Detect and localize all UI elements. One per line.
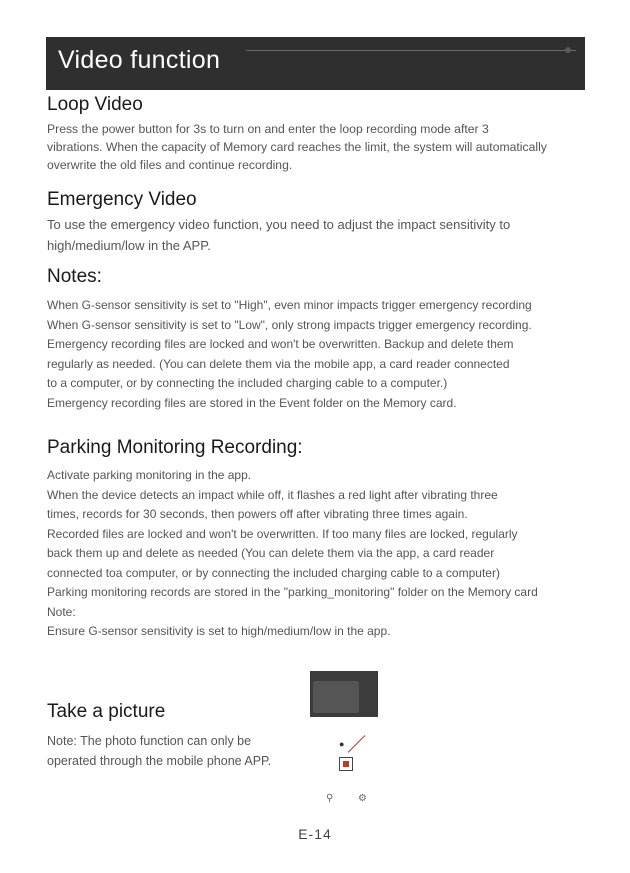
- text-line: Note:: [47, 604, 76, 619]
- text-line: Parking monitoring records are stored in the "parking_monitoring" folder on the Memory card: [47, 585, 538, 599]
- live-preview-image: [313, 681, 359, 713]
- banner-dot-icon: [565, 47, 571, 53]
- app-preview-screenshot: [310, 671, 378, 717]
- shutter-red-dot: [343, 761, 349, 767]
- shutter-button-icon: [339, 757, 353, 771]
- take-picture-body: [47, 731, 307, 771]
- callout-pointer: [348, 735, 366, 753]
- text-line: high/medium/low in the APP.: [47, 238, 211, 253]
- text-line: vibrations. When the capacity of Memory card reaches the limit, the system will automatically: [47, 140, 547, 154]
- text-line: Emergency recording files are locked and won't be overwritten. Backup and delete them: [47, 337, 514, 351]
- search-icon: ⚲: [326, 793, 334, 804]
- text-line: To use the emergency video function, you need to adjust the impact sensitivity to: [47, 217, 511, 232]
- section-banner: [46, 37, 585, 90]
- parking-body: [47, 466, 592, 642]
- text-line: Note: The photo function can only be: [47, 734, 252, 748]
- text-line: When the device detects an impact while off, it flashes a red light after vibrating three: [47, 487, 498, 502]
- text-line: operated through the mobile phone APP.: [47, 754, 272, 768]
- notes-body: [47, 296, 592, 413]
- parking-heading: Parking Monitoring Recording:: [47, 437, 303, 458]
- settings-icon: ⚙: [358, 793, 367, 804]
- emergency-video-heading: Emergency Video: [47, 189, 197, 210]
- loop-video-heading: Loop Video: [47, 94, 143, 115]
- text-line: When G-sensor sensitivity is set to "High", even minor impacts trigger emergency recording: [47, 298, 532, 312]
- banner-title: Video function: [58, 46, 221, 74]
- loop-video-body: [47, 120, 592, 174]
- text-line: to a computer, or by connecting the included charging cable to a computer.): [47, 376, 448, 390]
- text-line: regularly as needed. (You can delete them via the mobile app, a card reader connected: [47, 356, 510, 371]
- banner-divider: [246, 50, 576, 51]
- app-screen-statusbar: [312, 664, 382, 670]
- emergency-video-body: [47, 214, 592, 256]
- text-line: connected toa computer, or by connecting the included charging cable to a computer): [47, 565, 500, 580]
- text-line: Activate parking monitoring in the app.: [47, 468, 252, 482]
- text-line: Press the power button for 3s to turn on and enter the loop recording mode after 3: [47, 122, 489, 136]
- text-line: overwrite the old files and continue recording.: [47, 158, 293, 172]
- text-line: Emergency recording files are stored in the Event folder on the Memory card.: [47, 395, 457, 410]
- notes-heading: Notes:: [47, 266, 102, 287]
- text-line: When G-sensor sensitivity is set to "Low", only strong impacts trigger emergency recording.: [47, 317, 532, 332]
- camera-icon: ●: [339, 739, 345, 749]
- text-line: Recorded files are locked and won't be overwritten. If too many files are locked, regularly: [47, 526, 518, 541]
- page-number: E-14: [298, 826, 332, 842]
- text-line: Ensure G-sensor sensitivity is set to high/medium/low in the app.: [47, 624, 391, 638]
- text-line: times, records for 30 seconds, then powers off after vibrating three times again.: [47, 507, 468, 521]
- text-line: back them up and delete as needed (You can delete them via the app, a card reader: [47, 546, 495, 560]
- take-picture-heading: Take a picture: [47, 701, 166, 722]
